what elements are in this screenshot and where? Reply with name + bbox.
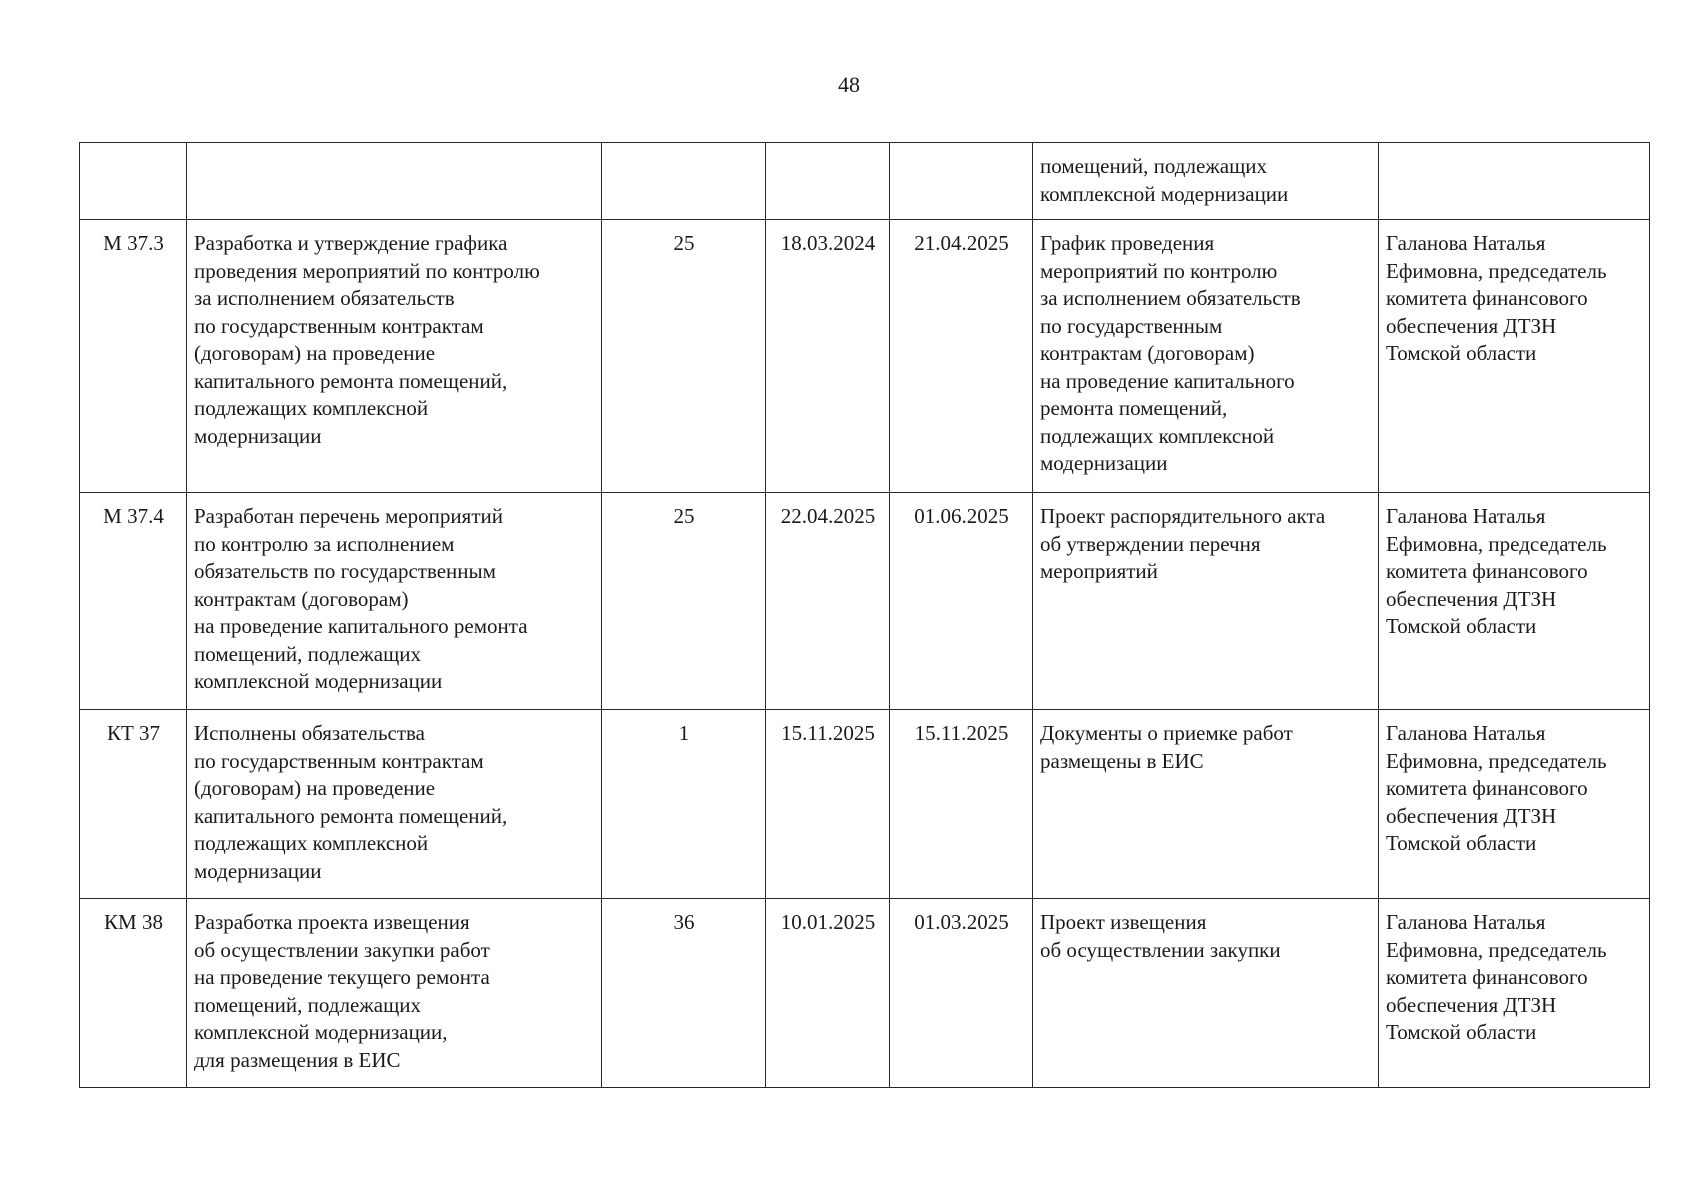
cell-duration: 1 <box>602 710 766 899</box>
table-row <box>80 899 1650 1088</box>
cell-start-date <box>766 143 890 220</box>
plan-table <box>79 142 1650 1088</box>
cell-code: М 37.4 <box>80 493 187 710</box>
cell-responsible: Галанова Наталья Ефимовна, председатель комитета финансового обеспечения ДТЗН Томской области <box>1379 899 1650 1088</box>
page-number: 48 <box>838 72 860 97</box>
cell-start-date: 18.03.2024 <box>766 220 890 493</box>
cell-duration: 25 <box>602 220 766 493</box>
cell-name: Разработка проекта извещения об осуществлении закупки работ на проведение текущего ремонта помещений, подлежащих комплексной модернизации, для размещения в ЕИС <box>187 899 602 1088</box>
cell-code: М 37.3 <box>80 220 187 493</box>
cell-duration <box>602 143 766 220</box>
cell-name: Разработан перечень мероприятий по контролю за исполнением обязательств по государственным контрактам (договорам) на проведение капитального ремонта помещений, подлежащих комплексной модернизации <box>187 493 602 710</box>
cell-result: График проведения мероприятий по контролю за исполнением обязательств по государственным контрактам (договорам) на проведение капитального ремонта помещений, подлежащих комплексной модернизации <box>1033 220 1379 493</box>
cell-duration: 25 <box>602 493 766 710</box>
table-row <box>80 710 1650 899</box>
cell-responsible: Галанова Наталья Ефимовна, председатель комитета финансового обеспечения ДТЗН Томской области <box>1379 493 1650 710</box>
cell-responsible <box>1379 143 1650 220</box>
cell-name: Разработка и утверждение графика проведения мероприятий по контролю за исполнением обязательств по государственным контрактам (договорам) на проведение капитального ремонта помещений, подлежащих комплексной модернизации <box>187 220 602 493</box>
cell-result: Проект распорядительного акта об утверждении перечня мероприятий <box>1033 493 1379 710</box>
cell-code: КМ 38 <box>80 899 187 1088</box>
cell-responsible: Галанова Наталья Ефимовна, председатель комитета финансового обеспечения ДТЗН Томской области <box>1379 710 1650 899</box>
cell-end-date: 21.04.2025 <box>890 220 1033 493</box>
cell-code <box>80 143 187 220</box>
cell-start-date: 10.01.2025 <box>766 899 890 1088</box>
cell-duration: 36 <box>602 899 766 1088</box>
table-row <box>80 143 1650 220</box>
cell-result: Документы о приемке работ размещены в ЕИС <box>1033 710 1379 899</box>
cell-name <box>187 143 602 220</box>
cell-code: КТ 37 <box>80 710 187 899</box>
cell-end-date <box>890 143 1033 220</box>
cell-name: Исполнены обязательства по государственным контрактам (договорам) на проведение капитального ремонта помещений, подлежащих комплексной модернизации <box>187 710 602 899</box>
cell-start-date: 22.04.2025 <box>766 493 890 710</box>
cell-end-date: 01.06.2025 <box>890 493 1033 710</box>
cell-result: помещений, подлежащих комплексной модернизации <box>1033 143 1379 220</box>
table-row <box>80 493 1650 710</box>
cell-result: Проект извещения об осуществлении закупки <box>1033 899 1379 1088</box>
cell-end-date: 15.11.2025 <box>890 710 1033 899</box>
cell-responsible: Галанова Наталья Ефимовна, председатель комитета финансового обеспечения ДТЗН Томской области <box>1379 220 1650 493</box>
table-row <box>80 220 1650 493</box>
cell-start-date: 15.11.2025 <box>766 710 890 899</box>
cell-end-date: 01.03.2025 <box>890 899 1033 1088</box>
